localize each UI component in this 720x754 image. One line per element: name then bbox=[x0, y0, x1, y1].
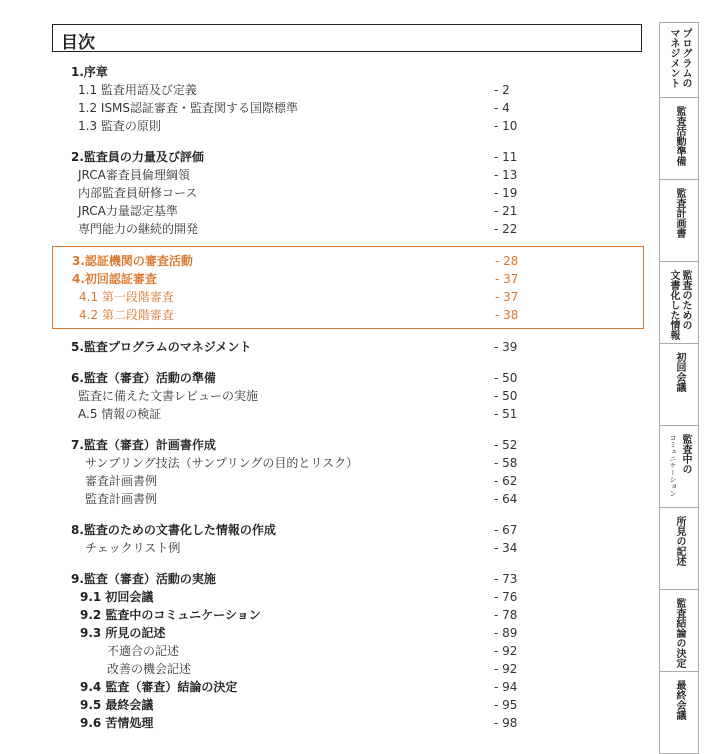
tab-label-line: 監査活動準備 bbox=[674, 106, 685, 166]
entry-page-number: - 34 bbox=[494, 541, 518, 555]
toc-chapter-entry[interactable] bbox=[52, 521, 644, 539]
tab-label-line: 最終会議 bbox=[674, 680, 685, 720]
toc-section bbox=[52, 570, 644, 732]
highlighted-section bbox=[52, 246, 644, 329]
toc-chapter-entry[interactable] bbox=[52, 63, 644, 81]
tab-label-line: 監査中の bbox=[680, 434, 691, 474]
tab-label-line: コミュニケーション bbox=[669, 434, 677, 497]
toc-entry[interactable] bbox=[52, 99, 644, 117]
toc-section bbox=[52, 521, 644, 557]
entry-label: 1.3 監査の原則 bbox=[78, 119, 161, 133]
entry-page-number: - 11 bbox=[494, 150, 518, 164]
index-tab[interactable] bbox=[659, 180, 699, 262]
toc-section bbox=[52, 436, 644, 508]
index-tab[interactable] bbox=[659, 98, 699, 180]
entry-page-number: - 62 bbox=[494, 474, 518, 488]
entry-page-number: - 94 bbox=[494, 680, 518, 694]
toc-chapter-entry[interactable] bbox=[53, 270, 643, 288]
tab-label bbox=[673, 516, 685, 566]
toc-section bbox=[52, 63, 644, 135]
toc-entry[interactable] bbox=[52, 678, 644, 696]
tab-label bbox=[673, 352, 685, 392]
entry-label: 2.監査員の力量及び評価 bbox=[71, 150, 204, 164]
entry-label: 9.監査（審査）活動の実施 bbox=[71, 572, 216, 586]
tab-label-line: 監査のための bbox=[680, 270, 691, 330]
entry-page-number: - 78 bbox=[494, 608, 518, 622]
entry-page-number: - 21 bbox=[494, 204, 518, 218]
tab-label bbox=[673, 188, 685, 238]
toc-entry[interactable] bbox=[52, 490, 644, 508]
toc-entry[interactable] bbox=[52, 117, 644, 135]
toc-section bbox=[52, 148, 644, 238]
entry-label: 4.初回認証審査 bbox=[72, 272, 157, 286]
entry-page-number: - 73 bbox=[494, 572, 518, 586]
entry-label: 9.3 所見の記述 bbox=[80, 626, 166, 640]
index-tab[interactable] bbox=[659, 508, 699, 590]
toc-entry[interactable] bbox=[52, 606, 644, 624]
toc-entry[interactable] bbox=[53, 288, 643, 306]
toc-entry[interactable] bbox=[52, 81, 644, 99]
entry-label: A.5 情報の検証 bbox=[78, 407, 162, 421]
index-tab[interactable] bbox=[659, 262, 699, 344]
index-tab[interactable] bbox=[659, 426, 699, 508]
entry-label: 内部監査員研修コース bbox=[78, 186, 198, 200]
entry-page-number: - 51 bbox=[494, 407, 518, 421]
entry-page-number: - 4 bbox=[494, 101, 510, 115]
entry-label: 4.1 第一段階審査 bbox=[79, 290, 174, 304]
toc-entry[interactable] bbox=[52, 588, 644, 606]
index-tab[interactable] bbox=[659, 22, 699, 98]
entry-page-number: - 92 bbox=[494, 644, 518, 658]
entry-label: 改善の機会記述 bbox=[107, 662, 192, 676]
toc-entry[interactable] bbox=[52, 387, 644, 405]
tab-label bbox=[673, 680, 685, 720]
toc-chapter-entry[interactable] bbox=[52, 369, 644, 387]
index-tabs bbox=[659, 22, 699, 754]
entry-page-number: - 64 bbox=[494, 492, 518, 506]
entry-page-number: - 98 bbox=[494, 716, 518, 730]
entry-label: 9.4 監査（審査）結論の決定 bbox=[80, 680, 238, 694]
toc-entry[interactable] bbox=[52, 642, 644, 660]
entry-page-number: - 22 bbox=[494, 222, 518, 236]
entry-page-number: - 38 bbox=[495, 308, 519, 322]
page-title: 目次 bbox=[61, 33, 95, 53]
table-of-contents bbox=[52, 63, 644, 745]
toc-chapter-entry[interactable] bbox=[52, 570, 644, 588]
entry-label: 6.監査（審査）活動の準備 bbox=[71, 371, 216, 385]
tab-label-line: 所見の記述 bbox=[674, 516, 685, 566]
entry-label: JRCA審査員倫理綱領 bbox=[78, 168, 190, 182]
entry-page-number: - 13 bbox=[494, 168, 518, 182]
entry-label: 監査に備えた文書レビューの実施 bbox=[78, 389, 259, 403]
entry-label: 監査計画書例 bbox=[85, 492, 158, 506]
entry-label: 1.1 監査用語及び定義 bbox=[78, 83, 197, 97]
entry-label: 9.1 初回会議 bbox=[80, 590, 154, 604]
entry-page-number: - 39 bbox=[494, 340, 518, 354]
index-tab[interactable] bbox=[659, 344, 699, 426]
tab-label bbox=[667, 270, 691, 340]
toc-entry[interactable] bbox=[52, 220, 644, 238]
tab-label bbox=[667, 28, 691, 88]
toc-section bbox=[52, 369, 644, 423]
entry-label: 9.2 監査中のコミュニケーション bbox=[80, 608, 261, 622]
entry-page-number: - 92 bbox=[494, 662, 518, 676]
entry-label: 8.監査のための文書化した情報の作成 bbox=[71, 523, 276, 537]
entry-label: 1.序章 bbox=[71, 65, 108, 79]
toc-chapter-entry[interactable] bbox=[52, 338, 644, 356]
tab-label bbox=[673, 598, 685, 668]
entry-label: 7.監査（審査）計画書作成 bbox=[71, 438, 216, 452]
entry-label: 9.6 苦情処理 bbox=[80, 716, 154, 730]
tab-label-line: 初回会議 bbox=[674, 352, 685, 392]
entry-page-number: - 52 bbox=[494, 438, 518, 452]
entry-label: 4.2 第二段階審査 bbox=[79, 308, 174, 322]
toc-entry[interactable] bbox=[52, 696, 644, 714]
entry-page-number: - 50 bbox=[494, 389, 518, 403]
entry-page-number: - 89 bbox=[494, 626, 518, 640]
toc-entry[interactable] bbox=[52, 472, 644, 490]
toc-entry[interactable] bbox=[52, 184, 644, 202]
tab-label bbox=[667, 434, 691, 497]
tab-label-line: 監査結論の決定 bbox=[674, 598, 685, 668]
entry-page-number: - 58 bbox=[494, 456, 518, 470]
entry-page-number: - 28 bbox=[495, 254, 519, 268]
toc-entry[interactable] bbox=[52, 166, 644, 184]
entry-label: 5.監査プログラムのマネジメント bbox=[71, 340, 252, 354]
toc-title-box bbox=[52, 24, 642, 52]
index-tab[interactable] bbox=[659, 672, 699, 754]
entry-page-number: - 37 bbox=[495, 272, 519, 286]
tab-label-line: マネジメント bbox=[668, 28, 679, 88]
entry-label: 不適合の記述 bbox=[107, 644, 180, 658]
entry-page-number: - 95 bbox=[494, 698, 518, 712]
entry-page-number: - 10 bbox=[494, 119, 518, 133]
entry-page-number: - 76 bbox=[494, 590, 518, 604]
toc-chapter-entry[interactable] bbox=[52, 148, 644, 166]
entry-page-number: - 37 bbox=[495, 290, 519, 304]
toc-chapter-entry[interactable] bbox=[52, 436, 644, 454]
toc-entry[interactable] bbox=[52, 660, 644, 678]
entry-label: 専門能力の継続的開発 bbox=[78, 222, 199, 236]
toc-entry[interactable] bbox=[52, 405, 644, 423]
entry-label: 9.5 最終会議 bbox=[80, 698, 154, 712]
toc-chapter-entry[interactable] bbox=[53, 252, 643, 270]
entry-label: 審査計画書例 bbox=[85, 474, 158, 488]
entry-label: 1.2 ISMS認証審査・監査関する国際標準 bbox=[78, 101, 299, 115]
toc-entry[interactable] bbox=[52, 714, 644, 732]
tab-label-line: 監査計画書 bbox=[674, 188, 685, 238]
entry-label: JRCA力量認定基準 bbox=[78, 204, 178, 218]
entry-label: サンプリング技法（サンプリングの目的とリスク） bbox=[85, 456, 359, 470]
entry-label: チェックリスト例 bbox=[85, 541, 181, 555]
toc-entry[interactable] bbox=[52, 624, 644, 642]
entry-page-number: - 2 bbox=[494, 83, 510, 97]
entry-page-number: - 50 bbox=[494, 371, 518, 385]
entry-page-number: - 67 bbox=[494, 523, 518, 537]
tab-label bbox=[673, 106, 685, 166]
entry-label: 3.認証機関の審査活動 bbox=[72, 254, 193, 268]
toc-section bbox=[52, 338, 644, 356]
toc-entry[interactable] bbox=[52, 202, 644, 220]
tab-label-line: プログラムの bbox=[680, 28, 691, 88]
toc-entry[interactable] bbox=[52, 454, 644, 472]
toc-entry[interactable] bbox=[52, 539, 644, 557]
entry-page-number: - 19 bbox=[494, 186, 518, 200]
index-tab[interactable] bbox=[659, 590, 699, 672]
toc-entry[interactable] bbox=[53, 306, 643, 324]
tab-label-line: 文書化した情報 bbox=[668, 270, 679, 340]
